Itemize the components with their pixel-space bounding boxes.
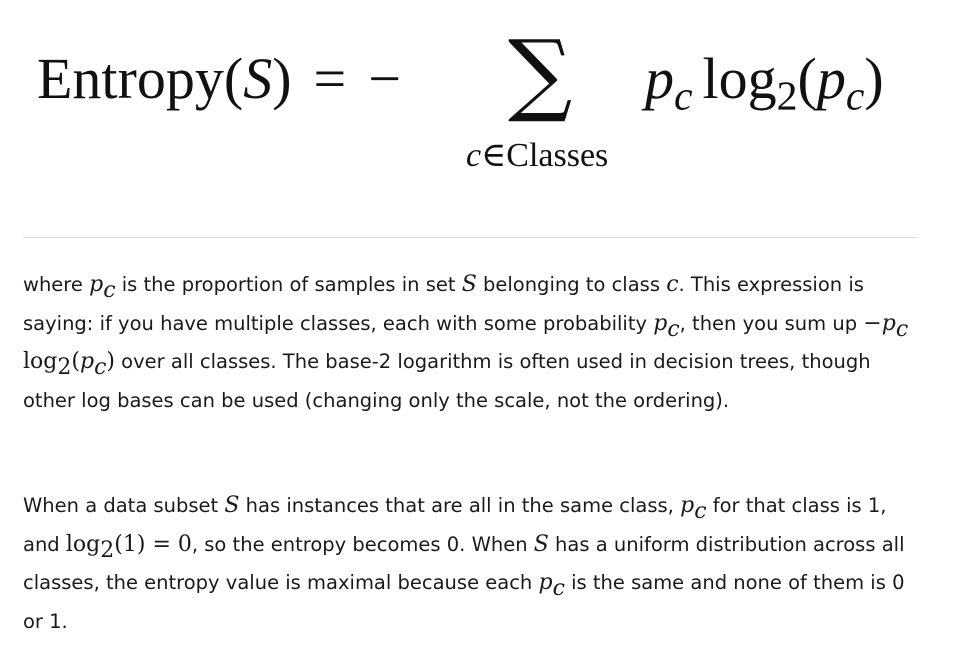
p2-text-1: When a data subset: [23, 494, 225, 517]
p1-minus: −: [863, 310, 882, 336]
p1-probability-var: p: [89, 272, 104, 297]
equation-lhs: [37, 44, 401, 114]
element-of-symbol: ∈: [481, 137, 507, 174]
p2-one: 1: [122, 531, 137, 557]
p2-text-2: has instances that are all in the same class,: [239, 494, 681, 517]
p2-probability-var-2: p: [538, 570, 553, 596]
index-set: Classes: [506, 137, 609, 174]
p2-probability-sub: c: [694, 499, 707, 525]
p1-text-5: , then you sum up: [679, 311, 864, 335]
p2-equals: =: [145, 531, 178, 557]
p2-log: log: [65, 531, 101, 557]
p1-close-paren: ): [106, 349, 115, 375]
p2-text-5: has a uniform distribution across all classes, the entropy value is maximal because each: [23, 532, 905, 595]
lhs-close-paren: ): [272, 46, 292, 111]
probability-subscript-arg: c: [845, 73, 865, 120]
p2-zero: 0: [177, 531, 192, 557]
summation-index: [466, 136, 608, 176]
p2-set-var-2: S: [533, 531, 549, 557]
p2-text-3: for that class is 1, and: [23, 494, 887, 556]
p1-class-var: c: [666, 272, 679, 297]
p1-probability-var-3: p: [881, 310, 896, 336]
p1-probability-var-4: p: [79, 349, 95, 375]
p1-probability-sub-2: c: [667, 316, 680, 342]
p1-probability-sub: c: [103, 278, 116, 304]
p1-probability-sub-3: c: [895, 316, 909, 342]
p1-log: log: [23, 349, 58, 375]
log-function: log: [702, 46, 777, 111]
summation-symbol: ∑: [508, 21, 573, 126]
p1-text-6: over all classes. The base-2 logarithm is often used in decision trees, though other log bases can be used (changing only the scale, not the ordering).: [23, 350, 871, 412]
p2-probability-sub-2: c: [552, 576, 565, 602]
rhs-open-paren: (: [797, 46, 817, 111]
entropy-equation: [0, 0, 959, 200]
section-divider: [23, 237, 918, 238]
probability-variable: p: [645, 46, 674, 111]
index-variable: c: [466, 137, 482, 174]
p1-text-2: is the proportion of samples in set: [115, 273, 462, 296]
p2-text-6: is the same and none of them is 0 or 1.: [23, 571, 905, 633]
p2-log-base: 2: [100, 537, 115, 563]
minus-sign: −: [368, 46, 401, 111]
p2-probability-var: p: [680, 493, 695, 518]
p2-set-var: S: [224, 493, 240, 518]
p1-text-3: belonging to class: [476, 273, 667, 296]
explanation-paragraph: [23, 487, 923, 641]
rhs-close-paren: ): [864, 46, 884, 111]
probability-subscript: c: [674, 73, 693, 120]
p2-open-paren: (: [114, 531, 123, 557]
p1-text-4: . This expression is saying: if you have multiple classes, each with some probability: [23, 273, 864, 335]
p1-set-var: S: [461, 272, 477, 297]
p1-text-1: where: [23, 273, 90, 296]
probability-variable-arg: p: [816, 46, 846, 111]
p1-probability-var-2: p: [653, 310, 668, 336]
entropy-function-name: Entropy: [37, 46, 224, 111]
equation-rhs: [645, 44, 884, 120]
definition-paragraph: [23, 266, 923, 420]
p1-log-base: 2: [57, 355, 72, 381]
equals-sign: =: [313, 46, 347, 111]
lhs-open-paren: (: [223, 46, 244, 111]
p2-text-4: , so the entropy becomes 0. When: [191, 532, 534, 556]
log-base: 2: [776, 73, 798, 120]
p1-open-paren: (: [71, 349, 80, 375]
lhs-set-variable: S: [243, 46, 273, 111]
p1-probability-sub-4: c: [94, 355, 107, 381]
p2-close-paren: ): [136, 531, 146, 557]
